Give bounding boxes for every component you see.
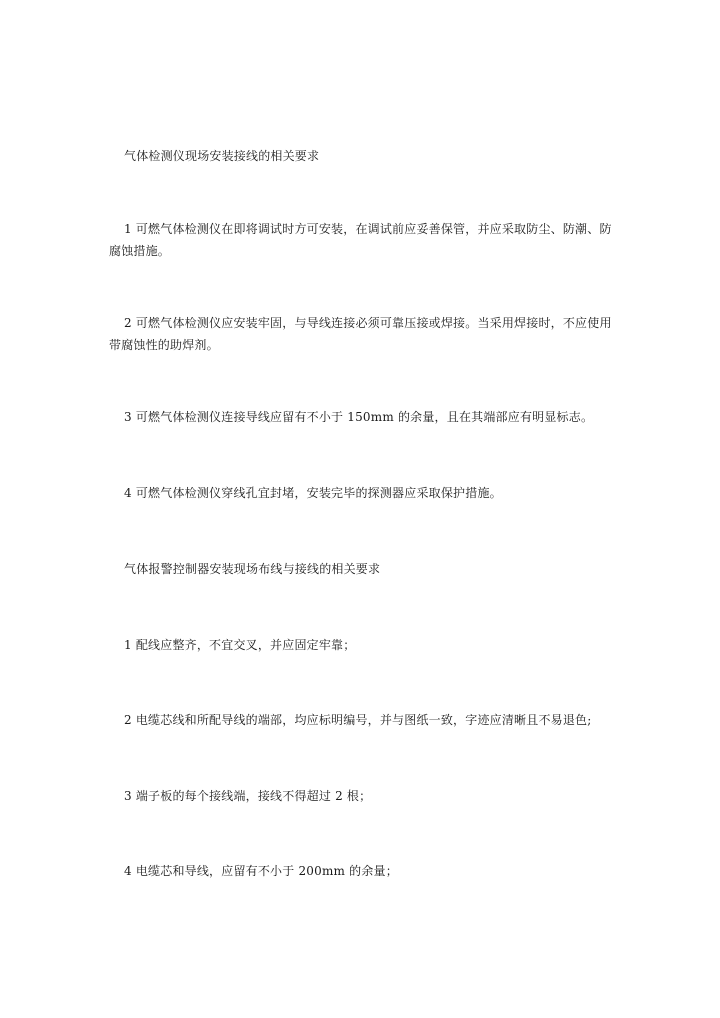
section1-item-2: 2 可燃气体检测仪应安装牢固，与导线连接必须可靠压接或焊接。当采用焊接时，不应使用带腐蚀性的助焊剂。 (109, 316, 612, 352)
section1-item-4: 4 可燃气体检测仪穿线孔宜封堵，安装完毕的探测器应采取保护措施。 (124, 486, 502, 500)
section2-heading: 气体报警控制器安装现场布线与接线的相关要求 (124, 562, 381, 576)
section1-item-3: 3 可燃气体检测仪连接导线应留有不小于 150mm 的余量，且在其端部应有明显标志。 (124, 410, 594, 424)
section2-item-4: 4 电缆芯和导线，应留有不小于 200mm 的余量； (124, 864, 398, 878)
section1-heading: 气体检测仪现场安装接线的相关要求 (124, 149, 320, 163)
section1-item-1: 1 可燃气体检测仪在即将调试时方可安装，在调试前应妥善保管，并应采取防尘、防潮、防腐蚀措施。 (109, 222, 612, 258)
section2-item-3: 3 端子板的每个接线端，接线不得超过 2 根； (124, 789, 372, 803)
section2-item-1: 1 配线应整齐，不宜交叉，并应固定牢靠； (124, 638, 356, 652)
section2-item-2: 2 电缆芯线和所配导线的端部，均应标明编号，并与图纸一致，字迹应清晰且不易退色; (124, 713, 592, 727)
